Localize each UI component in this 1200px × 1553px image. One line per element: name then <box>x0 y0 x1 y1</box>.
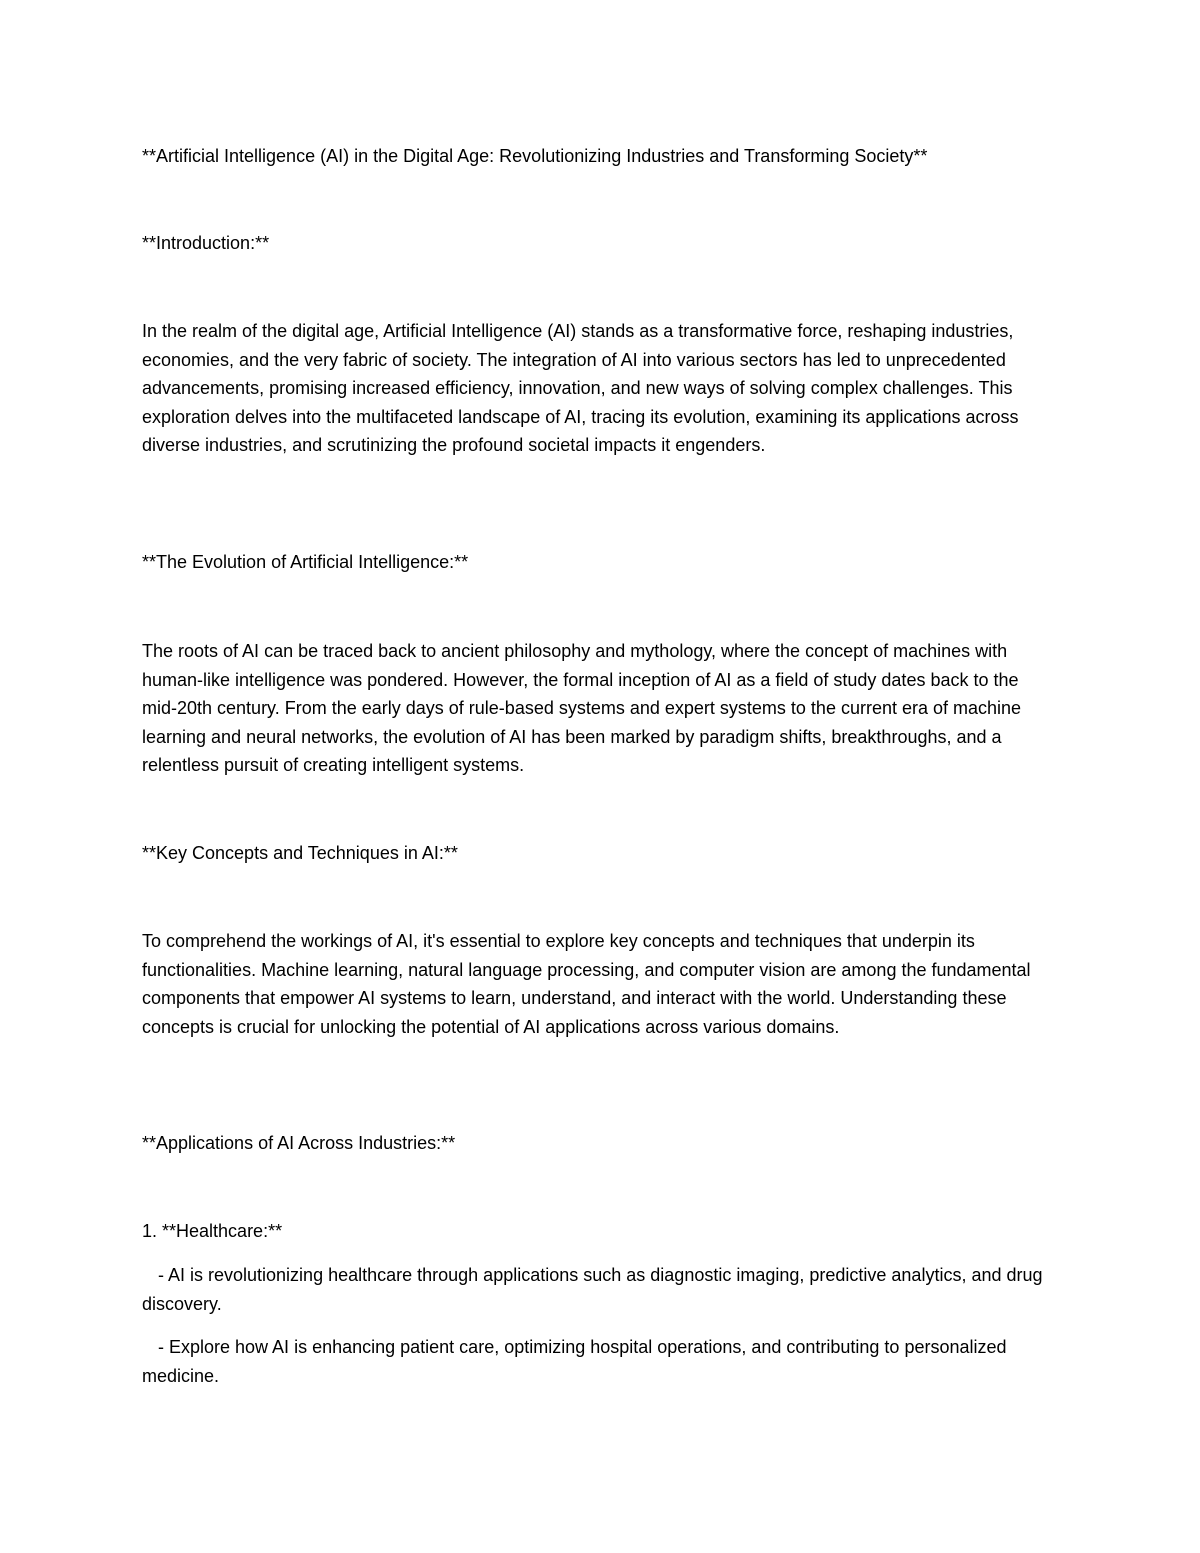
healthcare-bullet-2: - Explore how AI is enhancing patient care, optimizing hospital operations, and contributing to personalized medicine. <box>142 1337 1007 1386</box>
concepts-paragraph: To comprehend the workings of AI, it's essential to explore key concepts and techniques that underpin its functionalities. Machine learning, natural language processing, and computer vision are among the fundamental components that empower AI systems to learn, understand, and interact with the world. Understanding these concepts is crucial for unlocking the potential of AI applications across various domains. <box>142 931 1031 1037</box>
intro-paragraph: In the realm of the digital age, Artificial Intelligence (AI) stands as a transformative force, reshaping industries, economies, and the very fabric of society. The integration of AI into various sectors has led to unprecedented advancements, promising increased efficiency, innovation, and new ways of solving complex challenges. This exploration delves into the multifaceted landscape of AI, tracing its evolution, examining its applications across diverse industries, and scrutinizing the profound societal impacts it engenders. <box>142 321 1019 456</box>
intro-heading: **Introduction:** <box>142 233 270 253</box>
healthcare-item: 1. **Healthcare:** <box>142 1221 283 1241</box>
concepts-heading: **Key Concepts and Techniques in AI:** <box>142 843 458 863</box>
applications-heading: **Applications of AI Across Industries:** <box>142 1133 456 1153</box>
healthcare-bullet-1: - AI is revolutionizing healthcare through applications such as diagnostic imaging, predictive analytics, and drug discovery. <box>142 1265 1043 1314</box>
evolution-heading: **The Evolution of Artificial Intelligence:** <box>142 552 469 572</box>
evolution-paragraph: The roots of AI can be traced back to ancient philosophy and mythology, where the concept of machines with human-like intelligence was pondered. However, the formal inception of AI as a field of study dates back to the mid-20th century. From the early days of rule-based systems and expert systems to the current era of machine learning and neural networks, the evolution of AI has been marked by paradigm shifts, breakthroughs, and a relentless pursuit of creating intelligent systems. <box>142 641 1022 776</box>
document-title: **Artificial Intelligence (AI) in the Digital Age: Revolutionizing Industries and Transforming Society** <box>142 146 928 166</box>
